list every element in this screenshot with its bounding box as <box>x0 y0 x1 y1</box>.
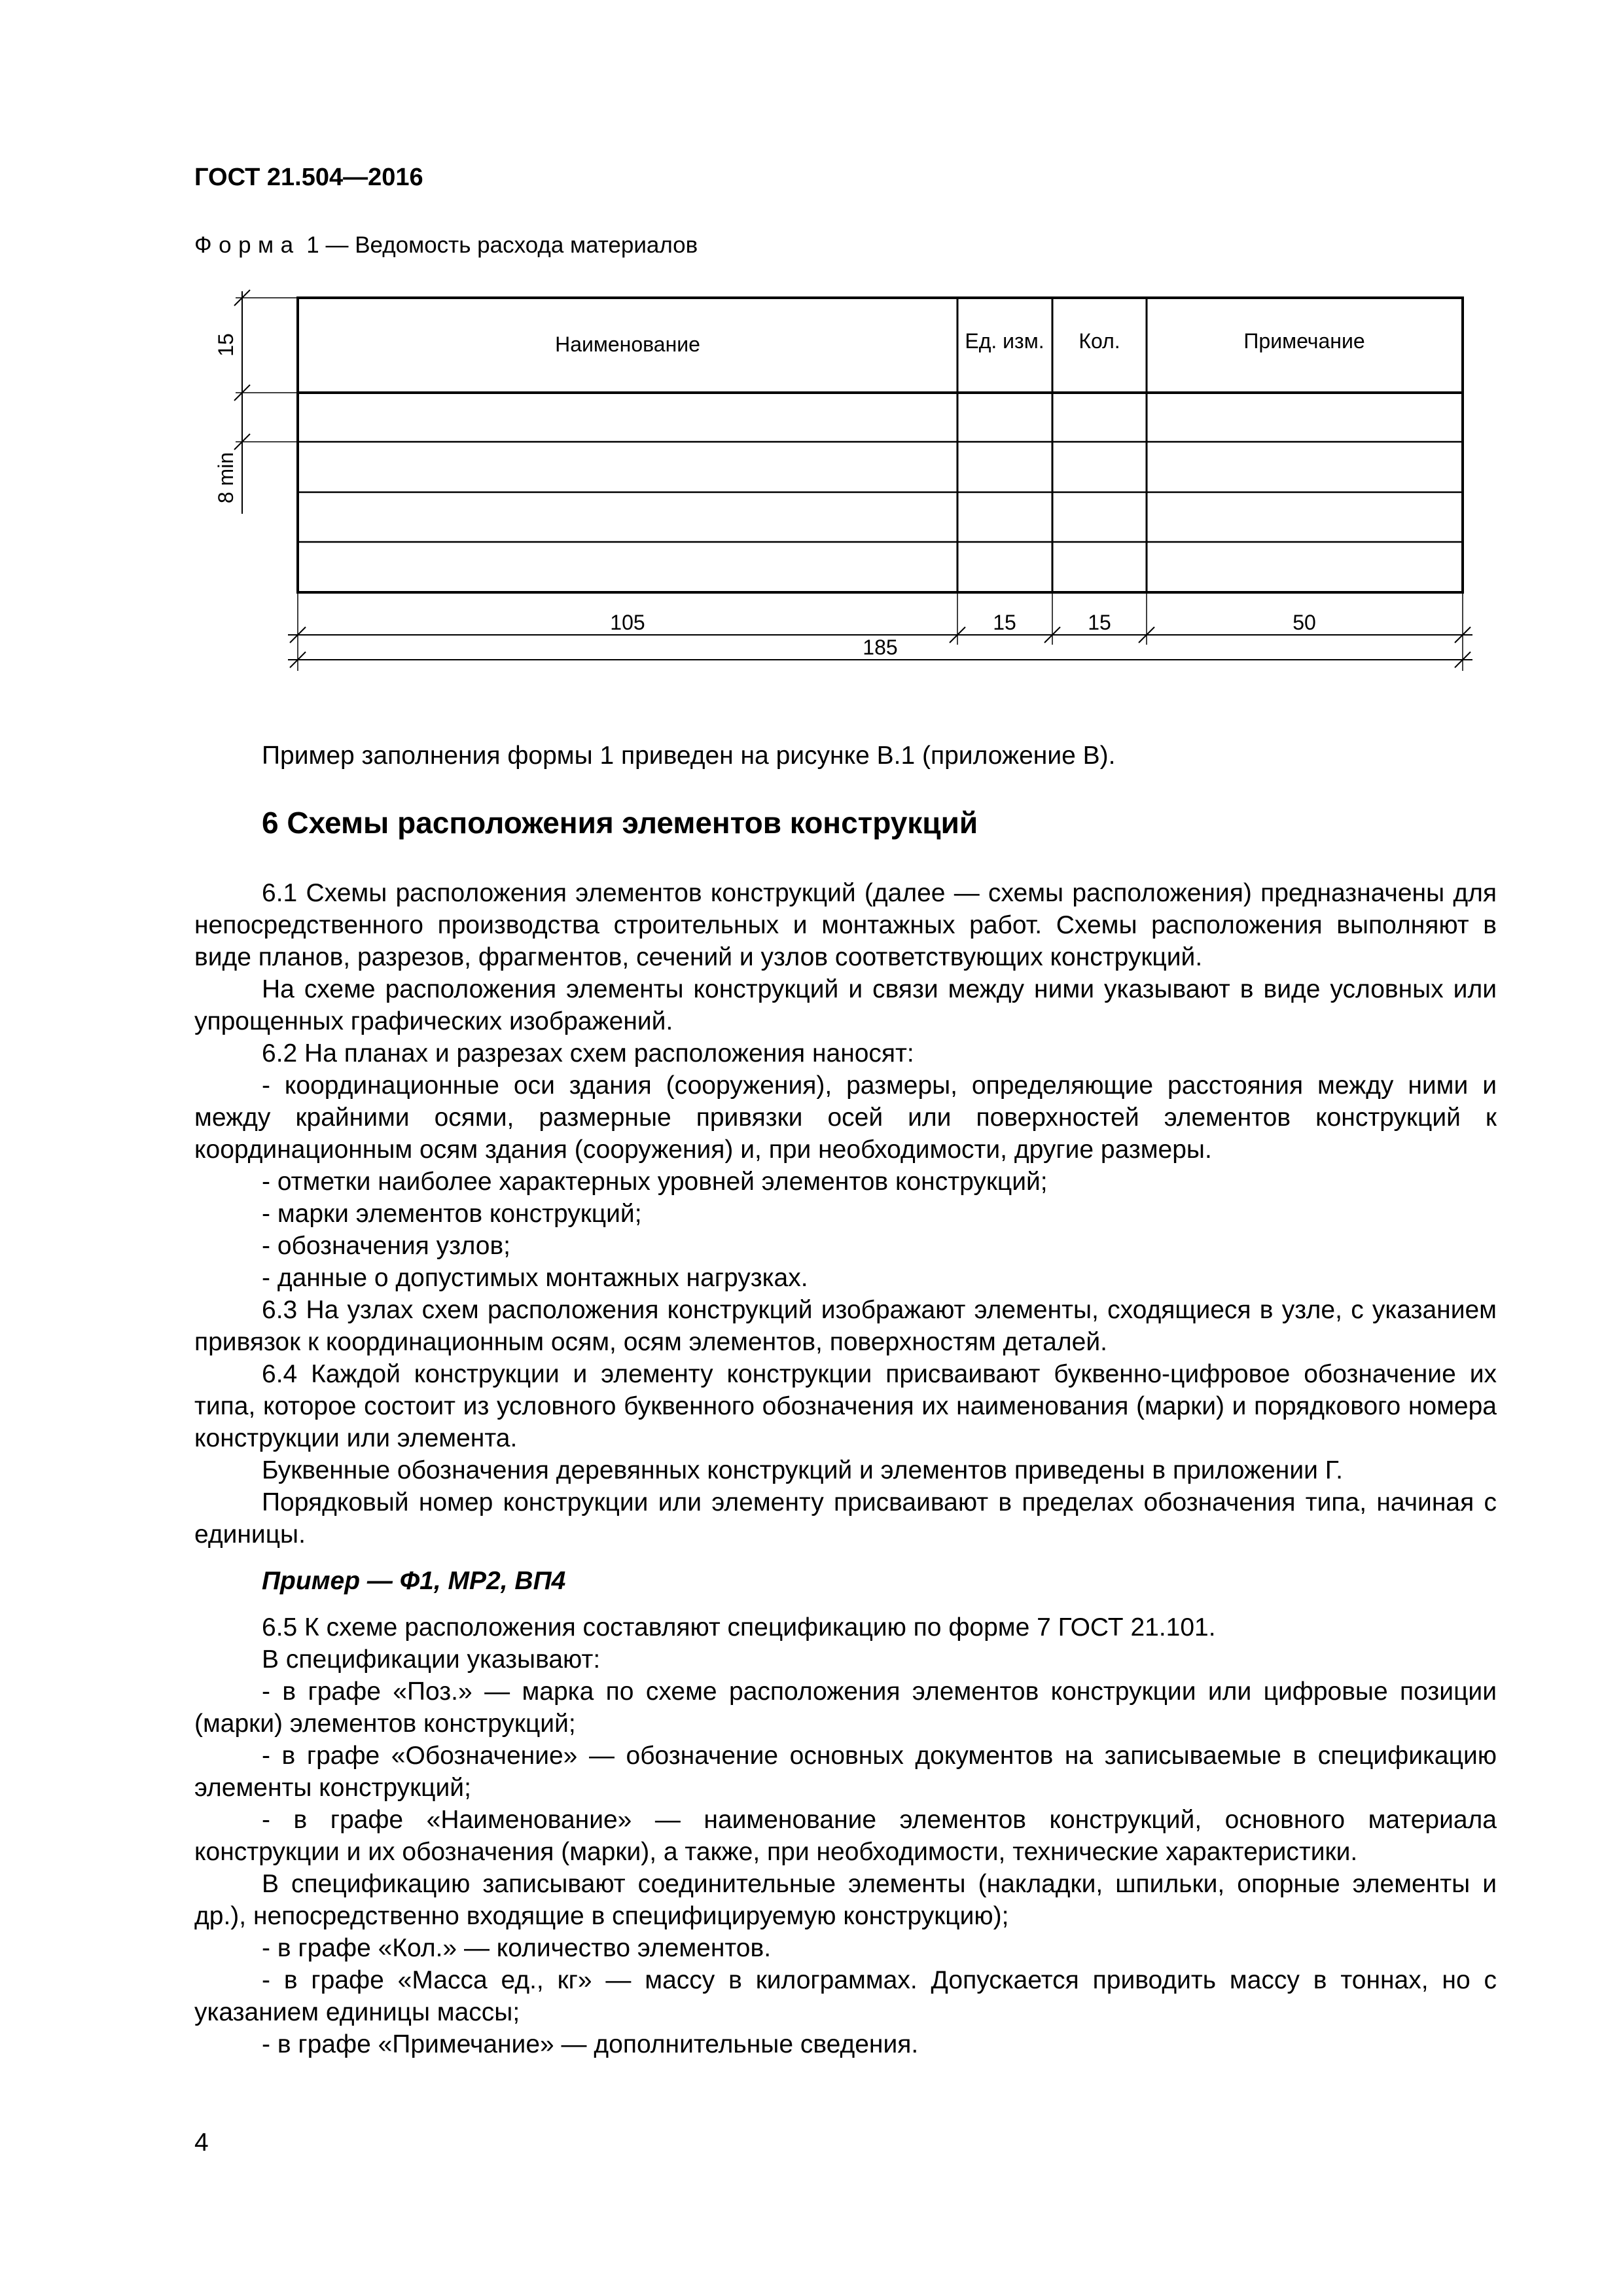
width-dimension-quantity: 15 <box>1088 611 1111 634</box>
form-caption <box>194 232 698 259</box>
section-title: 6 Схемы расположения элементов конструкций <box>262 806 978 840</box>
column-header-note: Примечание <box>1243 329 1365 353</box>
list-item: - отметки наиболее характерных уровней элементов конструкций; <box>262 1168 1048 1196</box>
list-item: - координационные оси здания (сооружения), размеры, определяющие расстояния между ними и между крайними осями, размерные привязки осей или поверхностей элементов конструкций к координационным осям здания (сооружения) и, при необходимости, другие размеры. <box>194 1071 1497 1164</box>
form-example-reference: Пример заполнения формы 1 приведен на рисунке В.1 (приложение В). <box>262 742 1116 770</box>
list-item: - в графе «Поз.» — марка по схеме расположения элементов конструкции или цифровые позиции (марки) элементов конструкций; <box>194 1677 1497 1738</box>
form-drawing <box>190 281 1518 687</box>
list-item: - в графе «Наименование» — наименование элементов конструкций, основного материала конструкции и их обозначения (марки), а также, при необходимости, технические характеристики. <box>194 1806 1497 1866</box>
list-item: - в графе «Обозначение» — обозначение основных документов на записываемые в спецификацию элементы конструкций; <box>194 1742 1497 1802</box>
paragraph: На схеме расположения элементы конструкций и связи между ними указывают в виде условных или упрощенных графических изображений. <box>194 975 1497 1035</box>
list-item: - в графе «Масса ед., кг» — массу в килограммах. Допускается приводить массу в тоннах, но с указанием единицы массы; <box>194 1966 1497 2026</box>
list-item: - в графе «Кол.» — количество элементов. <box>262 1934 772 1962</box>
column-header-quantity: Кол. <box>1079 329 1120 353</box>
example-line: Пример — Ф1, МР2, ВП4 <box>262 1567 566 1595</box>
paragraph: 6.4 Каждой конструкции и элементу конструкции присваивают буквенно-цифровое обозначение их типа, которое состоит из условного буквенного обозначения их наименования (марки) и порядкового номера конструкции или элемента. <box>194 1360 1497 1452</box>
form-caption-title: 1 — Ведомость расхода материалов <box>300 232 698 258</box>
paragraph: В спецификацию записывают соединительные элементы (накладки, шпильки, опорные элементы и др.), непосредственно входящие в специфицируемую конструкцию); <box>194 1870 1497 1930</box>
total-width-dimension: 185 <box>863 636 898 659</box>
paragraph: В спецификации указывают: <box>262 1645 601 1674</box>
paragraph: 6.1 Схемы расположения элементов конструкций (далее — схемы расположения) предназначены для непосредственного производства строительных и монтажных работ. Схемы расположения выполняют в виде планов, разрезов, фрагментов, сечений и узлов соответствующих конструкций. <box>194 879 1497 971</box>
paragraph: 6.2 На планах и разрезах схем расположения наносят: <box>262 1039 914 1067</box>
paragraph: Буквенные обозначения деревянных конструкций и элементов приведены в приложении Г. <box>262 1456 1343 1484</box>
list-item: - марки элементов конструкций; <box>262 1200 642 1228</box>
header-height-dimension: 15 <box>214 333 238 357</box>
column-header-name: Наименование <box>555 332 700 356</box>
column-header-unit: Ед. изм. <box>965 329 1044 353</box>
page-number: 4 <box>194 2128 209 2157</box>
list-item: - обозначения узлов; <box>262 1232 511 1260</box>
form-caption-word: Форма <box>194 232 300 258</box>
document-code: ГОСТ 21.504—2016 <box>194 164 423 191</box>
paragraph: 6.5 К схеме расположения составляют спецификацию по форме 7 ГОСТ 21.101. <box>262 1613 1216 1641</box>
paragraph: 6.3 На узлах схем расположения конструкций изображают элементы, сходящиеся в узле, с указанием привязок к координационным осям, осям элементов, поверхностям деталей. <box>194 1296 1497 1356</box>
list-item: - данные о допустимых монтажных нагрузках. <box>262 1264 808 1292</box>
row-height-dimension: 8 min <box>214 452 238 504</box>
body-text <box>194 877 1497 2060</box>
width-dimension-note: 50 <box>1293 611 1316 634</box>
list-item: - в графе «Примечание» — дополнительные сведения. <box>262 2030 919 2058</box>
width-dimension-name: 105 <box>610 611 645 634</box>
width-dimension-unit: 15 <box>993 611 1016 634</box>
paragraph: Порядковый номер конструкции или элементу присваивают в пределах обозначения типа, начиная с единицы. <box>194 1488 1497 1549</box>
